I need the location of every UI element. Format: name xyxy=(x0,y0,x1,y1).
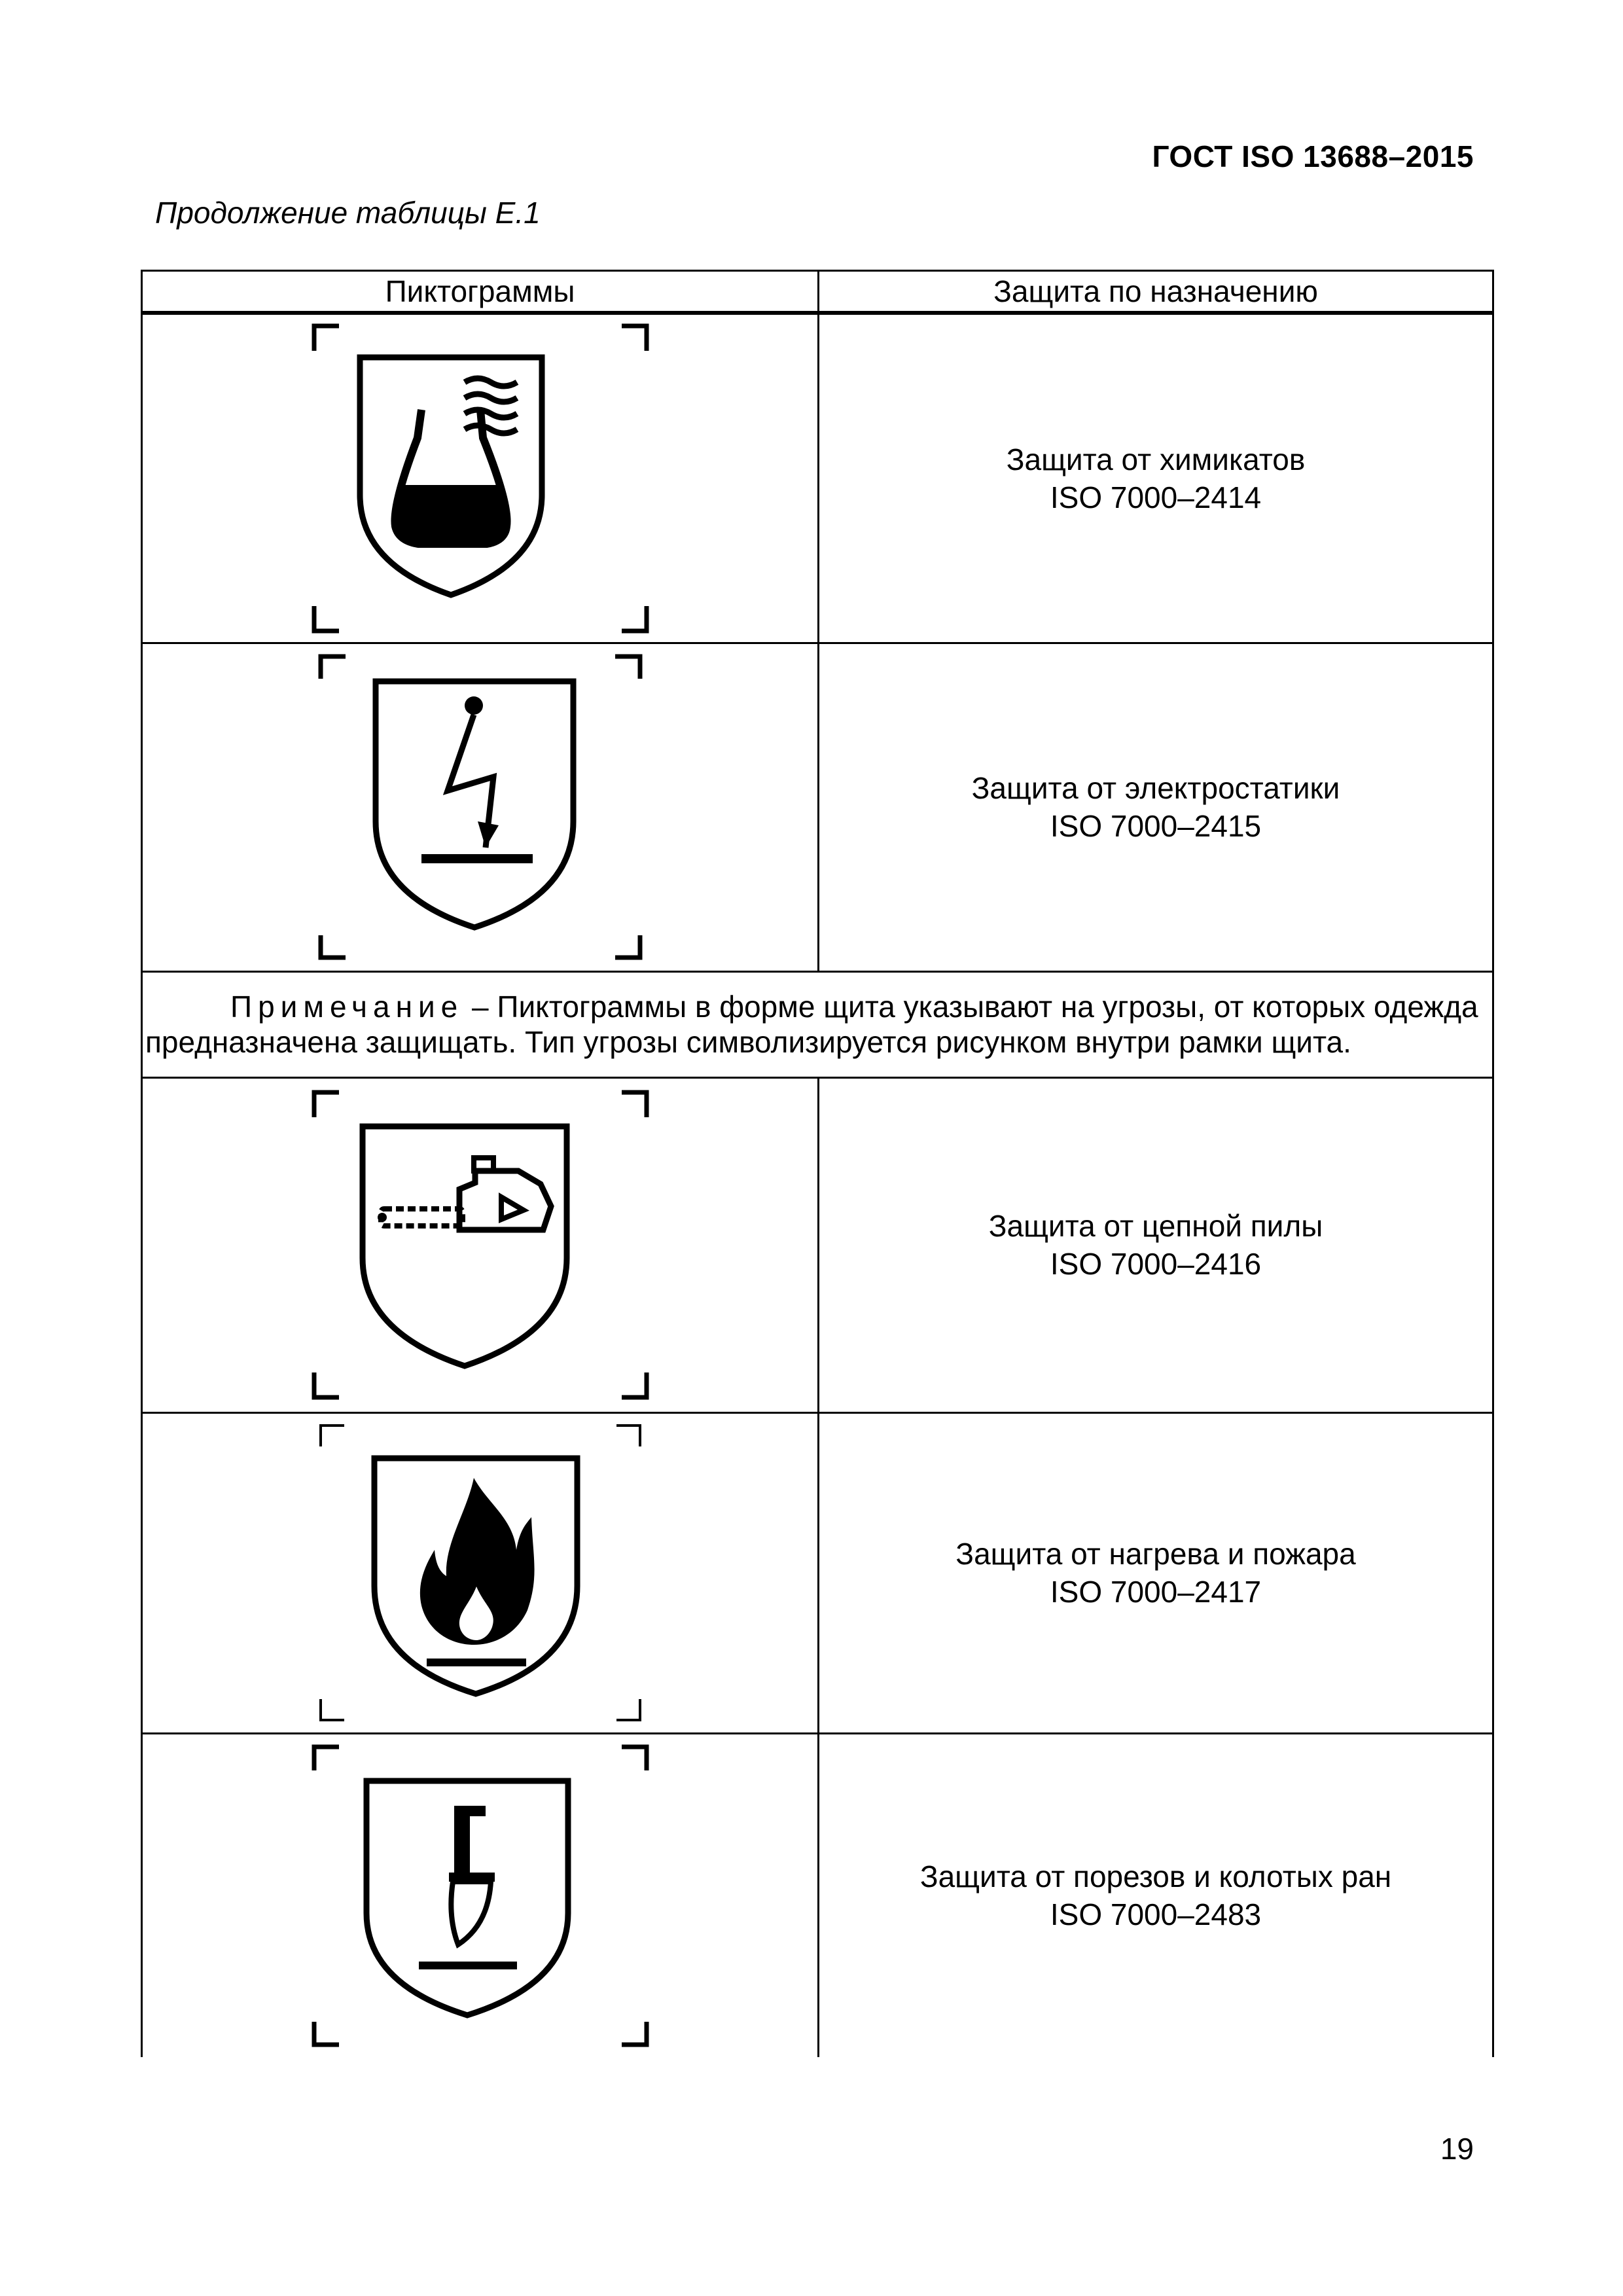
note-text: – Пиктограммы в форме щита указывают на угрозы, от которых одежда предназначена защищать. Тип угрозы символизируется рисунком внутри рамки щита. xyxy=(145,990,1478,1059)
page-number: 19 xyxy=(1440,2132,1474,2166)
column-header-purpose: Защита по назначению xyxy=(819,271,1493,314)
pictogram-table xyxy=(141,270,1494,2057)
table-caption: Продолжение таблицы Е.1 xyxy=(155,196,541,230)
chainsaw-shield-icon xyxy=(310,1085,651,1405)
flame-shield-icon xyxy=(317,1419,644,1727)
purpose-label: Защита от нагрева и пожара xyxy=(955,1537,1356,1571)
note-lead: Примечание xyxy=(230,990,464,1024)
iso-code: ISO 7000–2415 xyxy=(1050,809,1262,843)
table-row xyxy=(142,313,1493,643)
table-row xyxy=(142,1077,1493,1412)
note-cell xyxy=(142,971,1493,1077)
iso-code: ISO 7000–2416 xyxy=(1050,1247,1262,1281)
purpose-label: Защита от цепной пилы xyxy=(988,1209,1323,1243)
table-row xyxy=(142,1733,1493,2057)
pictogram-cell xyxy=(142,1077,819,1412)
purpose-label: Защита от электростатики xyxy=(971,771,1340,805)
pictogram-cell xyxy=(142,1412,819,1733)
note-row xyxy=(142,971,1493,1077)
purpose-cell xyxy=(819,1412,1493,1733)
standard-code: ГОСТ ISO 13688–2015 xyxy=(1152,139,1474,173)
column-header-pictograms: Пиктограммы xyxy=(142,271,819,314)
purpose-label: Защита от химикатов xyxy=(1006,442,1306,476)
purpose-cell xyxy=(819,643,1493,971)
table-header-row xyxy=(142,271,1493,314)
purpose-cell xyxy=(819,1733,1493,2057)
pictogram-cell xyxy=(142,313,819,643)
purpose-cell xyxy=(819,1077,1493,1412)
knife-shield-icon xyxy=(310,1740,651,2051)
electrostatic-shield-icon xyxy=(317,650,644,964)
iso-code: ISO 7000–2483 xyxy=(1050,1897,1262,1932)
iso-code: ISO 7000–2417 xyxy=(1050,1575,1262,1609)
table-row xyxy=(142,643,1493,971)
pictogram-cell xyxy=(142,643,819,971)
pictogram-cell xyxy=(142,1733,819,2057)
purpose-label: Защита от порезов и колотых ран xyxy=(919,1859,1392,1894)
purpose-cell xyxy=(819,313,1493,643)
table-row xyxy=(142,1412,1493,1733)
chemical-flask-shield-icon xyxy=(310,318,651,639)
iso-code: ISO 7000–2414 xyxy=(1050,480,1262,514)
